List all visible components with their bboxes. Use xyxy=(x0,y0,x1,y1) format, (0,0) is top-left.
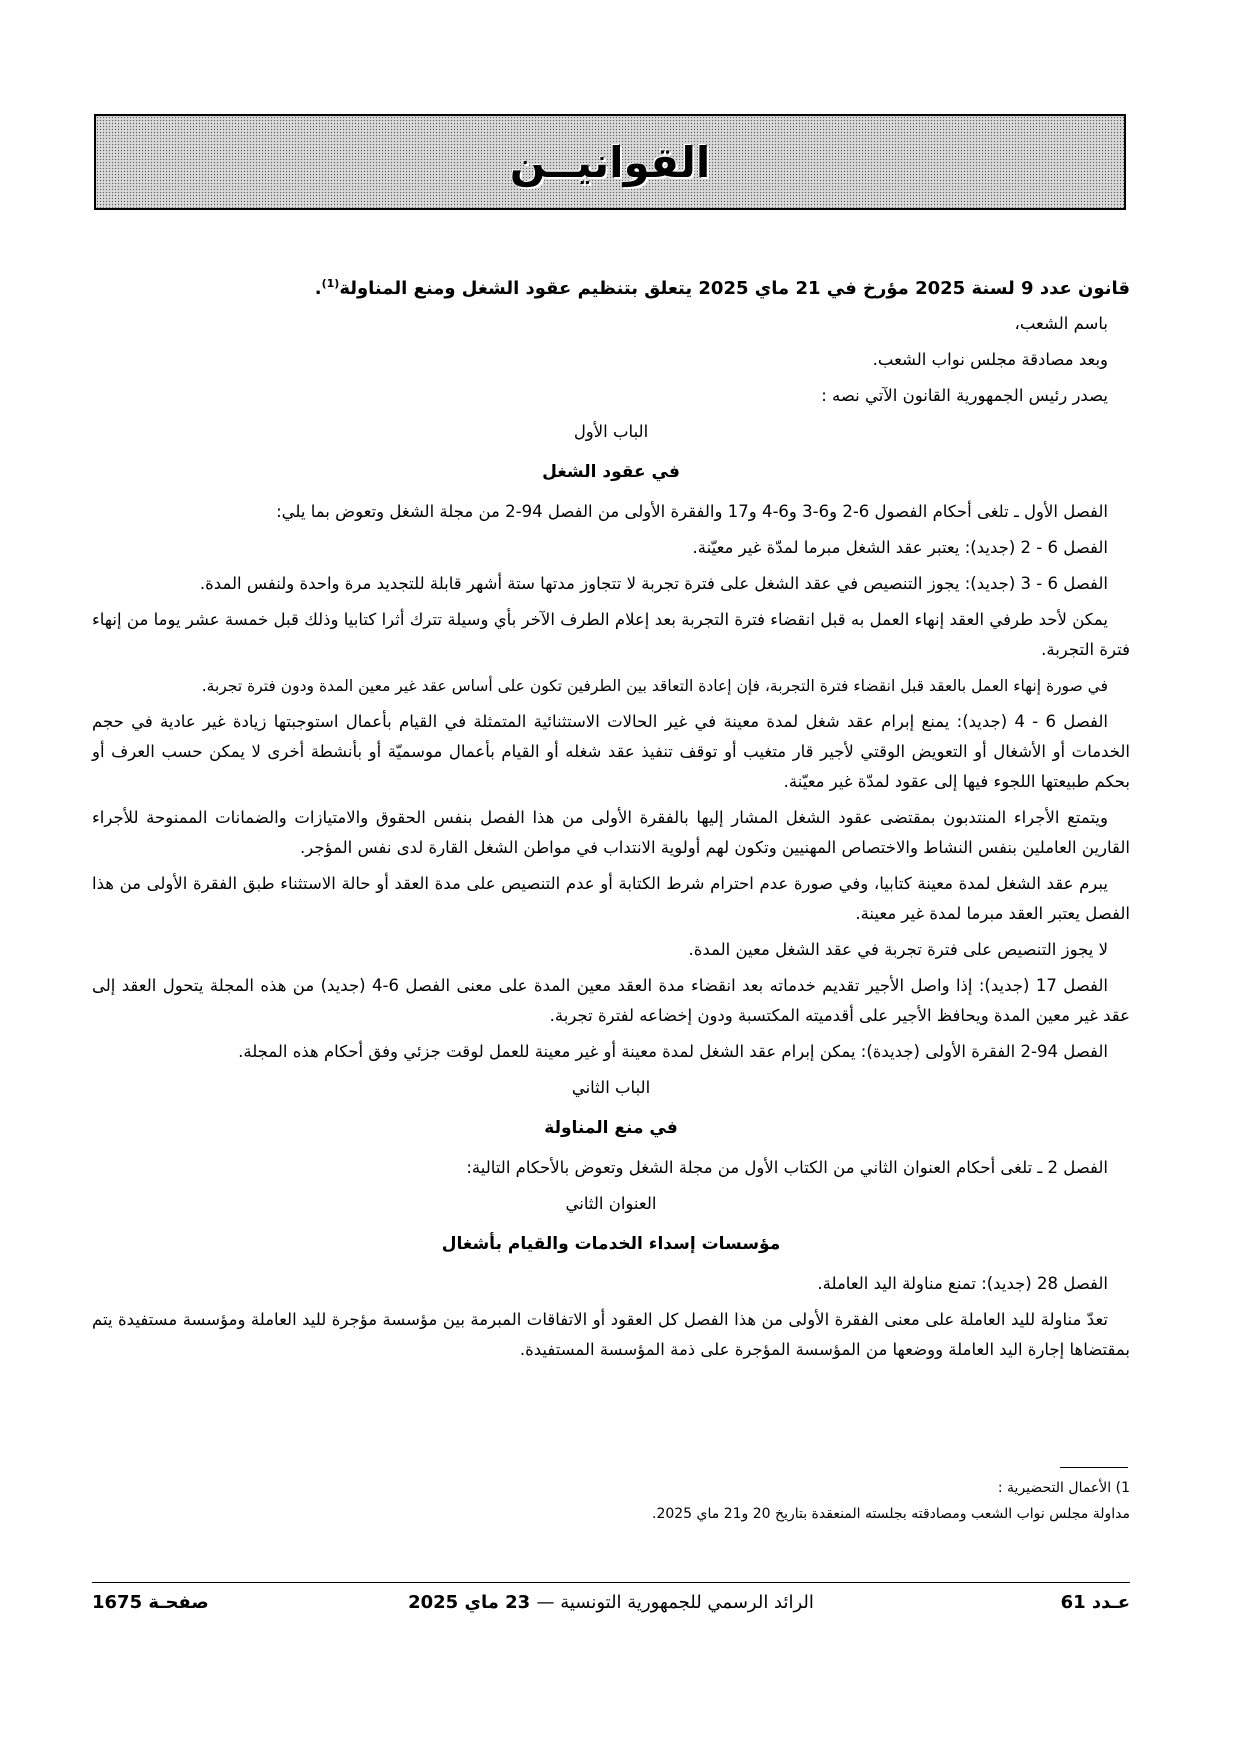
part-subheading: في عقود الشغل xyxy=(542,462,680,482)
page-value: 1675 xyxy=(92,1592,143,1613)
journal-name: الرائد الرسمي للجمهورية التونسية — xyxy=(536,1592,814,1613)
article-paragraph: ويتمتع الأجراء المنتدبون بمقتضى عقود الشغل المشار إليها بالفقرة الأولى من هذا الفصل بنفس الحقوق والامتيازات والضمانات الممنوحة للأجراء القارين العاملين بنفس النشاط والاختصاص المهنيين وتكون لهم أولوية الانتداب في مواطن الشغل القارة لدى نفس المؤجر. xyxy=(92,808,1130,857)
footer-divider xyxy=(92,1582,1130,1583)
page-footer xyxy=(92,1592,1130,1626)
issue-value: 61 xyxy=(1060,1592,1086,1613)
footnote-ref[interactable]: (1) xyxy=(321,277,340,290)
law-title-end: . xyxy=(314,278,322,299)
footnote-divider xyxy=(1060,1467,1128,1468)
preamble-line: يصدر رئيس الجمهورية القانون الآتي نصه : xyxy=(821,386,1108,405)
title-subheading: مؤسسات إسداء الخدمات والقيام بأشغال xyxy=(441,1234,781,1254)
title-heading: العنوان الثاني xyxy=(565,1194,657,1213)
law-title-text: قانون عدد 9 لسنة 2025 مؤرخ في 21 ماي 2025 يتعلق بتنظيم عقود الشغل ومنع المناولة xyxy=(339,278,1130,299)
article-paragraph: الفصل 2 ـ تلغى أحكام العنوان الثاني من الكتاب الأول من مجلة الشغل وتعوض بالأحكام التالية: xyxy=(466,1158,1108,1177)
preamble-line: باسم الشعب، xyxy=(1014,314,1108,333)
article-paragraph: الفصل 6 - 4 (جديد): يمنع إبرام عقد شغل لمدة معينة في غير الحالات الاستثنائية المتمثلة في القيام بأعمال استوجبتها زيادة غير عادية في حجم الخدمات أو الأشغال أو التعويض الوقتي لأجير قار متغيب أو توقف تنفيذ عقد شغله أو القيام بأعمال موسميّة أو بأنشطة أخرى لا يمكن حسب العرف أو بحكم طبيعتها اللجوء فيها إلى عقود لمدّة غير معيّنة. xyxy=(92,712,1130,791)
footnotes xyxy=(92,1475,1130,1527)
footnote-line: 1) الأعمال التحضيرية : xyxy=(997,1480,1130,1496)
article-paragraph: الفصل الأول ـ تلغى أحكام الفصول 6-2 و6-3 و6-4 و17 والفقرة الأولى من الفصل 94-2 من مجلة الشغل وتعوض بما يلي: xyxy=(276,502,1108,521)
section-title: القوانيــن xyxy=(509,137,711,187)
article-paragraph: يبرم عقد الشغل لمدة معينة كتابيا، وفي صورة عدم احترام شرط الكتابة أو عدم التنصيص على مدة العقد أو حالة الاستثناء طبق الفقرة الأولى من هذا الفصل يعتبر العقد مبرما لمدة غير معينة. xyxy=(92,874,1130,923)
article-paragraph: الفصل 28 (جديد): تمنع مناولة اليد العاملة. xyxy=(817,1274,1108,1293)
law-title xyxy=(92,270,1130,303)
footnote-line: مداولة مجلس نواب الشعب ومصادقته بجلسته المنعقدة بتاريخ 20 و21 ماي 2025. xyxy=(651,1506,1130,1522)
article-paragraph: الفصل 6 - 3 (جديد): يجوز التنصيص في عقد الشغل على فترة تجربة لا تتجاوز مدتها ستة أشهر قابلة للتجديد مرة واحدة ولنفس المدة. xyxy=(199,574,1108,593)
preamble-line: وبعد مصادقة مجلس نواب الشعب. xyxy=(872,350,1108,369)
page-number xyxy=(92,1592,209,1613)
issue-label: عـدد xyxy=(1091,1592,1130,1613)
article-paragraph: الفصل 17 (جديد): إذا واصل الأجير تقديم خدماته بعد انقضاء مدة العقد معين المدة على معنى الفصل 6-4 (جديد) من هذه المجلة يتحول العقد إلى عقد غير معين المدة ويحافظ الأجير على أقدميته المكتسبة ودون إخضاعه لفترة تجربة. xyxy=(92,976,1130,1025)
article-paragraph: تعدّ مناولة لليد العاملة على معنى الفقرة الأولى من هذا الفصل كل العقود أو الاتفاقات المبرمة بين مؤسسة مؤجرة لليد العاملة ومؤسسة مستفيدة يتم بمقتضاها إجارة اليد العاملة ووضعها من المؤسسة المؤجرة على ذمة المؤسسة المستفيدة. xyxy=(92,1310,1130,1359)
part-heading: الباب الثاني xyxy=(571,1078,651,1097)
part-subheading: في منع المناولة xyxy=(544,1118,678,1138)
article-paragraph: الفصل 94-2 الفقرة الأولى (جديدة): يمكن إبرام عقد الشغل لمدة معينة أو غير معينة للعمل لوقت جزئي وفق أحكام هذه المجلة. xyxy=(238,1042,1108,1061)
article-paragraph: يمكن لأحد طرفي العقد إنهاء العمل به قبل انقضاء فترة التجربة بعد إعلام الطرف الآخر بأي وسيلة تترك أثرا كتابيا وذلك قبل خمسة عشر يوما من إنهاء فترة التجربة. xyxy=(92,610,1130,659)
section-banner xyxy=(94,114,1126,210)
issue-date: 23 ماي 2025 xyxy=(408,1592,531,1613)
article-paragraph: في صورة إنهاء العمل بالعقد قبل انقضاء فترة التجربة، فإن إعادة التعاقد بين الطرفين تكون على أساس عقد غير معين المدة ودون فترة تجربة. xyxy=(201,677,1108,695)
journal-line xyxy=(92,1592,1130,1613)
part-heading: الباب الأول xyxy=(573,422,649,441)
document-body xyxy=(92,270,1130,1371)
page-label: صفحـة xyxy=(148,1592,209,1613)
article-paragraph: لا يجوز التنصيص على فترة تجربة في عقد الشغل معين المدة. xyxy=(688,940,1108,959)
article-paragraph: الفصل 6 - 2 (جديد): يعتبر عقد الشغل مبرما لمدّة غير معيّنة. xyxy=(692,538,1108,557)
